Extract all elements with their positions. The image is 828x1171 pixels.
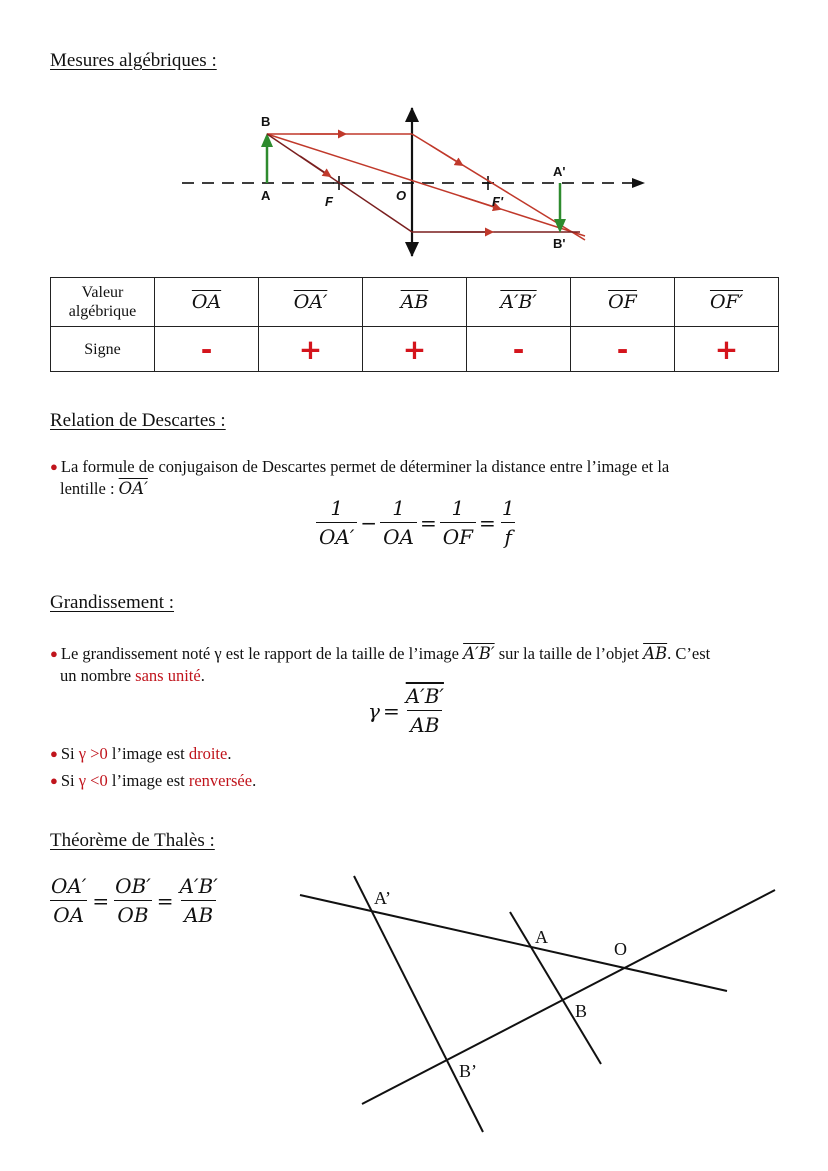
label-B: B (575, 1001, 588, 1021)
section-title-mesures: Mesures algébriques : (50, 50, 217, 71)
label-F: F (325, 194, 333, 209)
label-Ap: A' (553, 164, 566, 179)
label-B: B (261, 114, 271, 129)
measure-cell: $\overline{OF}$ (571, 278, 675, 327)
measure-cell: A′B′ (467, 278, 571, 327)
label-O: O (614, 939, 627, 959)
sign-cell: + (363, 327, 467, 372)
label-Bp: B' (553, 236, 566, 251)
sign-cell: - (571, 327, 675, 372)
row-header-value: Valeur algébrique (51, 278, 155, 327)
algebraic-table (50, 277, 779, 372)
bullet-icon: ● (50, 746, 58, 761)
sign-cell: + (259, 327, 363, 372)
label-O: O (396, 188, 407, 203)
descartes-text: ● La formule de conjugaison de Descartes permet de déterminer la distance entre l’image et la lentille : OA′ (50, 457, 670, 498)
measure-cell: OF′ (675, 278, 779, 327)
measure-cell: $\overline{OA}$ (155, 278, 259, 327)
line-ApBp (354, 876, 483, 1132)
measure-cell: OA′ (259, 278, 363, 327)
sign-cell: - (155, 327, 259, 372)
label-Ap: A’ (374, 888, 391, 908)
thales-diagram (290, 865, 790, 1140)
grandissement-formula: γ = $\frac{A'B'}{AB}$ (368, 684, 444, 737)
label-Fp: F' (492, 194, 504, 209)
bullet-icon: ● (50, 459, 58, 474)
bullet-icon: ● (50, 773, 58, 788)
ray-center (267, 134, 585, 236)
descartes-formula: $\frac{1}{OA'}$ − $\frac{1}{OA}$ = $\frac{1}{OF}$ = $\frac{1}{f}$ (316, 496, 518, 549)
sign-cell: - (467, 327, 571, 372)
section-title-descartes: Relation de Descartes : (50, 410, 226, 431)
label-A: A (261, 188, 271, 203)
gamma-negative-bullet: ● Si γ <0 l’image est renversée. (50, 771, 257, 790)
bullet-icon: ● (50, 646, 58, 661)
gamma-positive-bullet: ● Si γ >0 l’image est droite. (50, 744, 232, 763)
lens-diagram (0, 100, 828, 260)
sign-cell: + (675, 327, 779, 372)
row-header-sign: Signe (51, 327, 155, 372)
label-A: A (535, 927, 548, 947)
grandissement-text: ● Le grandissement noté γ est le rapport de la taille de l’image A′B′ sur la taille de l’objet $\overline{AB}$. C’est un nombre sans unité. (50, 644, 711, 685)
section-title-grandissement: Grandissement : (50, 592, 175, 613)
thales-formula: $\frac{OA'}{OA}$ = $\frac{OB'}{OB}$ = $\frac{A'B'}{AB}$ (51, 874, 218, 927)
label-Bp: B’ (459, 1061, 477, 1081)
line-ApAO (300, 895, 727, 991)
section-title-thales: Théorème de Thalès : (50, 830, 215, 851)
measure-cell: $\overline{AB}$ (363, 278, 467, 327)
